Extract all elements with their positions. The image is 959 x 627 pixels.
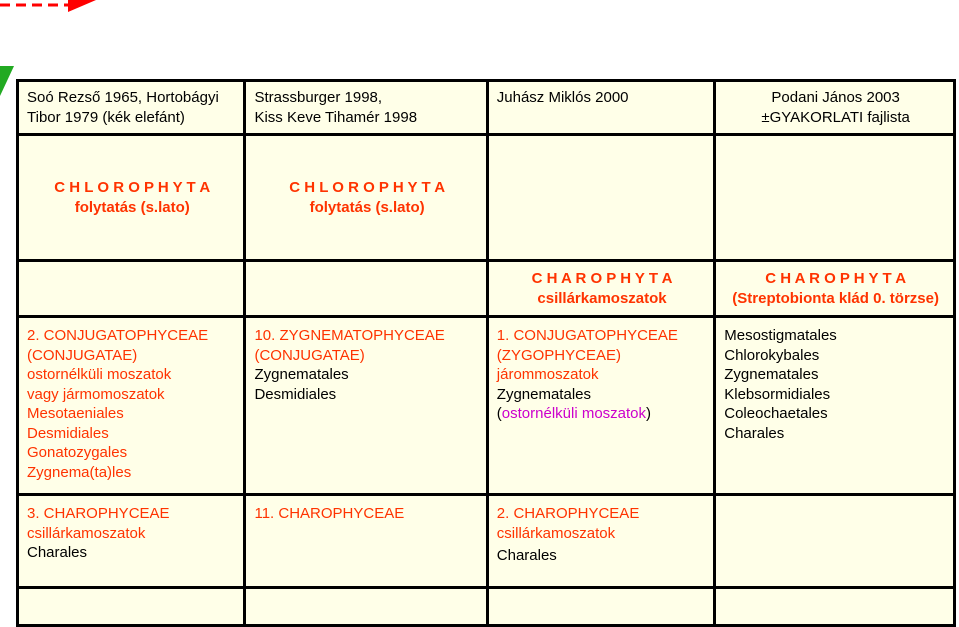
chlorophyta-cell-1: C H L O R O P H Y T A folytatás (s.lato): [18, 135, 245, 261]
author-cell-podani: Podani János 2003 ±GYAKORLATI fajlista: [715, 81, 955, 135]
table-row-conjugatophyceae: [18, 317, 955, 495]
empty-cell: [245, 588, 487, 626]
author-cell-juhasz: Juhász Miklós 2000: [487, 81, 714, 135]
author-cell-strassburger: Strassburger 1998, Kiss Keve Tihamér 1998: [245, 81, 487, 135]
empty-cell: [18, 261, 245, 317]
charophyceae-cell-strassburger: 11. CHAROPHYCEAE: [245, 495, 487, 588]
orders-cell-podani: Mesostigmatales Chlorokybales Zygnematales Klebsormidiales Coleochaetales Charales: [715, 317, 955, 495]
author-cell-soo: Soó Rezső 1965, Hortobágyi Tibor 1979 (kék elefánt): [18, 81, 245, 135]
chlorophyta-cell-2: C H L O R O P H Y T A folytatás (s.lato): [245, 135, 487, 261]
table-row-chlorophyta: [18, 135, 955, 261]
table-row-charophyceae: [18, 495, 955, 588]
dashed-arrow-decoration: [0, 0, 100, 16]
empty-cell: [487, 588, 714, 626]
table-row-authors: [18, 81, 955, 135]
empty-cell: [18, 588, 245, 626]
empty-cell: [487, 135, 714, 261]
empty-cell: [715, 135, 955, 261]
charophyceae-cell-juhasz: 2. CHAROPHYCEAE csillárkamoszatok Charales: [487, 495, 714, 588]
empty-cell: [245, 261, 487, 317]
empty-cell: [715, 588, 955, 626]
table-row-charophyta: [18, 261, 955, 317]
taxonomy-comparison-table: [16, 79, 956, 627]
empty-cell: [715, 495, 955, 588]
green-wedge-decoration: [0, 66, 16, 96]
conjugatophyceae-cell-juhasz: 1. CONJUGATOPHYCEAE (ZYGOPHYCEAE) járommoszatok Zygnematales (ostornélküli moszatok): [487, 317, 714, 495]
flagella-note: (ostornélküli moszatok): [496, 405, 652, 422]
zygnematophyceae-cell: 10. ZYGNEMATOPHYCEAE (CONJUGATAE) Zygnematales Desmidiales: [245, 317, 487, 495]
conjugatophyceae-cell-soo: 2. CONJUGATOPHYCEAE (CONJUGATAE) ostornélküli moszatok vagy jármomoszatok Mesotaeniales Desmidiales Gonatozygales Zygnema(ta)les: [18, 317, 245, 495]
table-row-empty: [18, 588, 955, 626]
charophyta-cell-podani: C H A R O P H Y T A (Streptobionta klád 0. törzse): [715, 261, 955, 317]
charophyceae-cell-soo: 3. CHAROPHYCEAE csillárkamoszatok Charales: [18, 495, 245, 588]
charophyta-cell-juhasz: C H A R O P H Y T A csillárkamoszatok: [487, 261, 714, 317]
